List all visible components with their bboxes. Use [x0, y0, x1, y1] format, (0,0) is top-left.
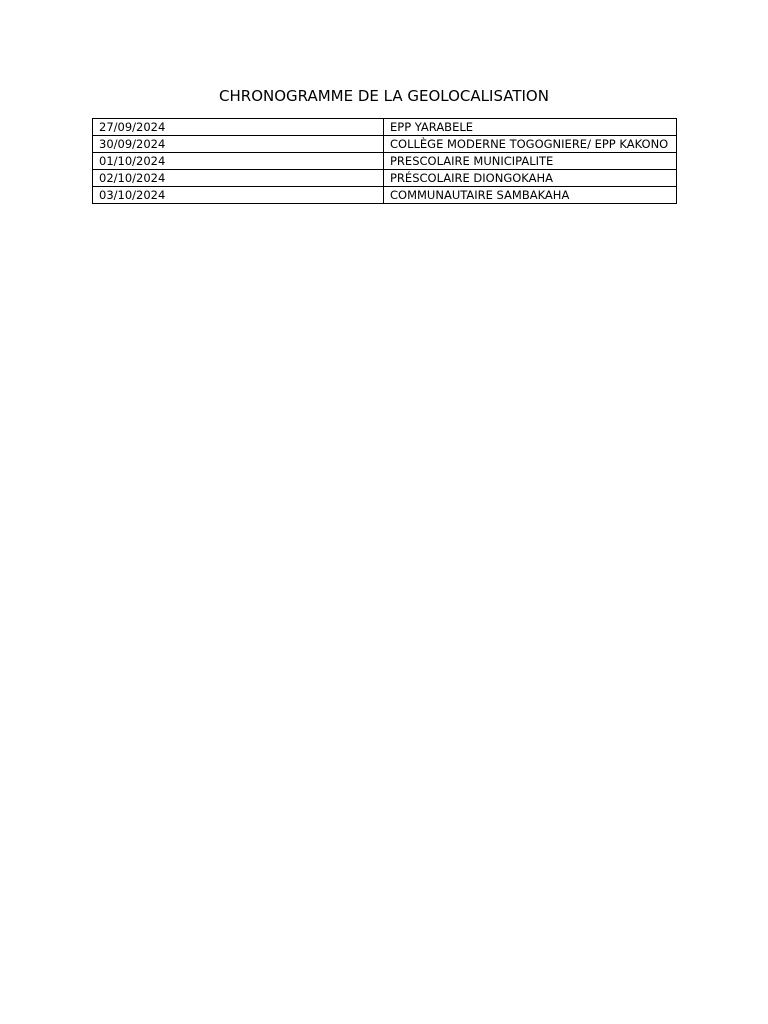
place-cell: EPP YARABELE [384, 119, 677, 136]
date-cell: 01/10/2024 [93, 153, 384, 170]
place-cell: COMMUNAUTAIRE SAMBAKAHA [384, 187, 677, 204]
schedule-table [92, 118, 677, 204]
date-cell: 03/10/2024 [93, 187, 384, 204]
table-row [93, 187, 677, 204]
date-cell: 27/09/2024 [93, 119, 384, 136]
table-row [93, 119, 677, 136]
page-title: CHRONOGRAMME DE LA GEOLOCALISATION [219, 87, 549, 105]
place-cell: COLLÈGE MODERNE TOGOGNIERE/ EPP KAKONO [384, 136, 677, 153]
place-cell: PRESCOLAIRE MUNICIPALITE [384, 153, 677, 170]
date-cell: 30/09/2024 [93, 136, 384, 153]
place-cell: PRÉSCOLAIRE DIONGOKAHA [384, 170, 677, 187]
table-row [93, 170, 677, 187]
table-row [93, 136, 677, 153]
date-cell: 02/10/2024 [93, 170, 384, 187]
table-row [93, 153, 677, 170]
